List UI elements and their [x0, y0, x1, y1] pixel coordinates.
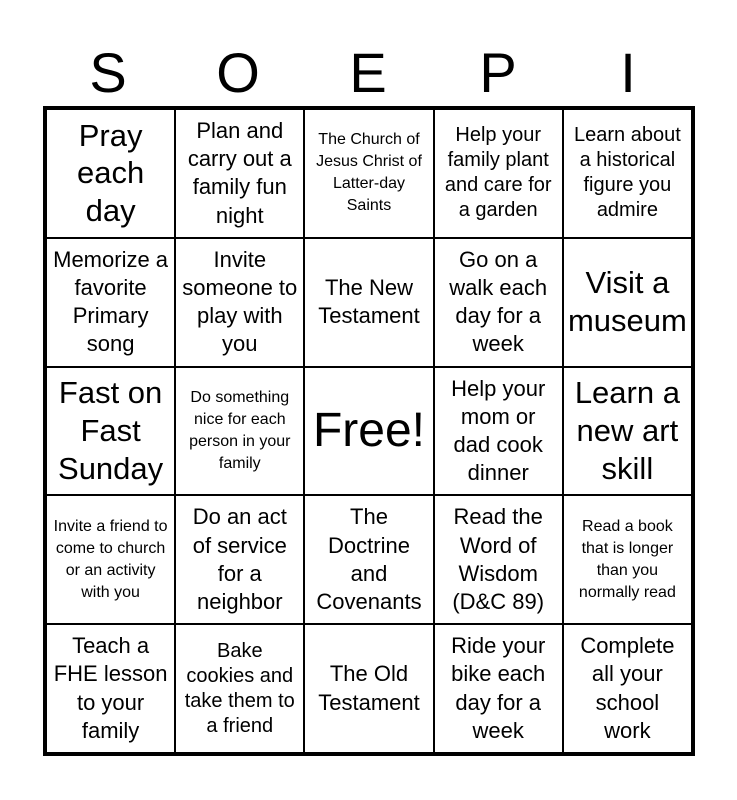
bingo-cell-text: Fast on Fast Sunday: [58, 375, 164, 486]
bingo-cell-r1-c2[interactable]: [175, 109, 304, 238]
header-letter-e: E: [349, 41, 387, 104]
bingo-cell-r1-c4[interactable]: [434, 109, 563, 238]
bingo-cell-text: The New Testament: [318, 275, 420, 329]
bingo-cell-r5-c1[interactable]: [46, 624, 175, 753]
bingo-cell-r4-c5[interactable]: [563, 495, 692, 624]
header-letter-s: S: [89, 41, 127, 104]
bingo-cell-text: Invite a friend to come to church or an activity with you: [53, 517, 168, 601]
bingo-header: [43, 40, 693, 106]
bingo-cell-text: Ride your bike each day for a week: [451, 633, 546, 743]
bingo-cell-r2-c2[interactable]: [175, 238, 304, 367]
bingo-cell-text: Go on a walk each day for a week: [449, 246, 548, 357]
bingo-cell-text: The Old Testament: [318, 661, 420, 715]
bingo-cell-r4-c2[interactable]: [175, 495, 304, 624]
bingo-cell-r3-c5[interactable]: [563, 367, 692, 496]
bingo-cell-text: Help your family plant and care for a garden: [444, 124, 552, 222]
bingo-board: [43, 106, 695, 756]
bingo-cell-r5-c5[interactable]: [563, 624, 692, 753]
bingo-cell-r2-c4[interactable]: [434, 238, 563, 367]
bingo-cell-text: Do an act of service for a neighbor: [192, 504, 287, 614]
bingo-cell-r1-c5[interactable]: [563, 109, 692, 238]
bingo-cell-text: Do something nice for each person in your family: [189, 388, 291, 473]
bingo-cell-text: Teach a FHE lesson to your family: [53, 633, 168, 743]
bingo-cell-text: Invite someone to play with you: [182, 246, 298, 357]
bingo-cell-r4-c4[interactable]: [434, 495, 563, 624]
header-letter-i: I: [620, 41, 636, 104]
header-letter-o: O: [216, 41, 260, 104]
bingo-cell-text: Visit a museum: [567, 265, 687, 339]
bingo-cell-free[interactable]: [304, 367, 433, 496]
bingo-cell-r5-c4[interactable]: [434, 624, 563, 753]
header-letter-p: P: [479, 41, 517, 104]
bingo-cell-r2-c5[interactable]: [563, 238, 692, 367]
bingo-cell-text: The Church of Jesus Christ of Latter-day Saints: [316, 131, 422, 215]
bingo-cell-r1-c1[interactable]: [46, 109, 175, 238]
bingo-cell-r2-c3[interactable]: [304, 238, 433, 367]
bingo-cell-text: Pray each day: [76, 117, 145, 229]
bingo-cell-text: Memorize a favorite Primary song: [53, 246, 169, 357]
bingo-cell-text: Read a book that is longer than you normally read: [578, 517, 676, 601]
bingo-cell-text: Learn about a historical figure you admire: [574, 124, 681, 222]
bingo-cell-r5-c2[interactable]: [175, 624, 304, 753]
bingo-cell-text: Plan and carry out a family fun night: [187, 118, 292, 228]
bingo-cell-text: Learn a new art skill: [574, 375, 680, 486]
bingo-cell-text: Read the Word of Wisdom (D&C 89): [452, 504, 545, 614]
bingo-cell-text: Bake cookies and take them to a friend: [184, 639, 295, 737]
bingo-cell-r2-c1[interactable]: [46, 238, 175, 367]
free-space-label: Free!: [312, 403, 425, 457]
bingo-cell-r1-c3[interactable]: [304, 109, 433, 238]
bingo-cell-text: Help your mom or dad cook dinner: [451, 375, 546, 486]
bingo-cell-r5-c3[interactable]: [304, 624, 433, 753]
bingo-cell-r4-c3[interactable]: [304, 495, 433, 624]
bingo-cell-text: Complete all your school work: [580, 633, 675, 743]
bingo-cell-r3-c1[interactable]: [46, 367, 175, 496]
bingo-cell-text: The Doctrine and Covenants: [316, 504, 422, 614]
bingo-cell-r3-c4[interactable]: [434, 367, 563, 496]
bingo-cell-r3-c2[interactable]: [175, 367, 304, 496]
bingo-cell-r4-c1[interactable]: [46, 495, 175, 624]
